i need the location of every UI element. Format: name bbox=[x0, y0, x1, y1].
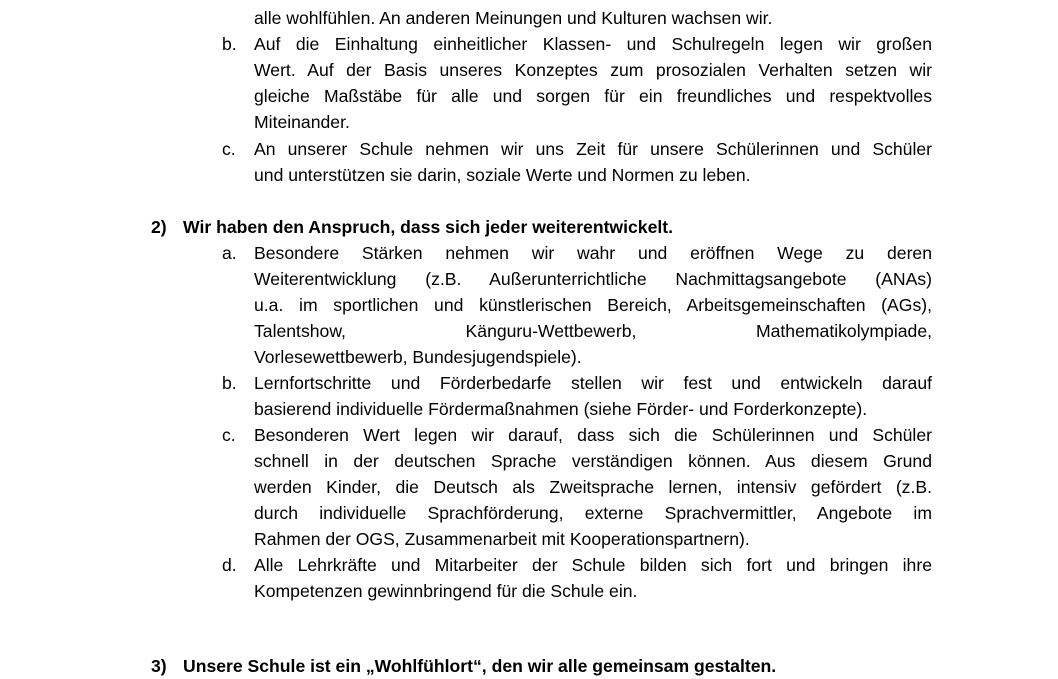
section2-c-line: werden Kinder, die Deutsch als Zweitsprache lernen, intensiv gefördert (z.B. bbox=[254, 477, 932, 497]
section1-c-marker: c. bbox=[222, 139, 236, 159]
section2-a-line: Weiterentwicklung (z.B. Außerunterrichtliche Nachmittagsangebote (ANAs) bbox=[254, 269, 932, 289]
section1-b-line: Wert. Auf der Basis unseres Konzeptes zum prosozialen Verhalten setzen wir bbox=[254, 60, 932, 80]
section2-number: 2) bbox=[151, 217, 167, 237]
section2-a-line: u.a. im sportlichen und künstlerischen Bereich, Arbeitsgemeinschaften (AGs), bbox=[254, 295, 932, 315]
section2-b-marker: b. bbox=[222, 373, 237, 393]
section1-a-tail: alle wohlfühlen. An anderen Meinungen und Kulturen wachsen wir. bbox=[254, 8, 773, 28]
section3-heading: Unsere Schule ist ein „Wohlfühlort“, den wir alle gemeinsam gestalten. bbox=[183, 656, 777, 676]
section1-c-line: An unserer Schule nehmen wir uns Zeit für unsere Schülerinnen und Schüler bbox=[254, 139, 932, 159]
section2-d-line: Kompetenzen gewinnbringend für die Schule ein. bbox=[254, 581, 638, 601]
section2-d-line: Alle Lehrkräfte und Mitarbeiter der Schule bilden sich fort und bringen ihre bbox=[254, 555, 932, 575]
section2-c-line: durch individuelle Sprachförderung, externe Sprachvermittler, Angebote im bbox=[254, 503, 932, 523]
section2-c-line: schnell in der deutschen Sprache verständigen können. Aus diesem Grund bbox=[254, 451, 932, 471]
section1-b-line: Auf die Einhaltung einheitlicher Klassen- und Schulregeln legen wir großen bbox=[254, 34, 932, 54]
section2-a-line: Vorlesewettbewerb, Bundesjugendspiele). bbox=[254, 347, 582, 367]
section1-b-line: gleiche Maßstäbe für alle und sorgen für ein freundliches und respektvolles bbox=[254, 86, 932, 106]
section2-d-marker: d. bbox=[222, 555, 237, 575]
section2-b-line: basierend individuelle Fördermaßnahmen (siehe Förder- und Forderkonzepte). bbox=[254, 399, 868, 419]
section3-number: 3) bbox=[151, 656, 167, 676]
section2-c-line: Besonderen Wert legen wir darauf, dass sich die Schülerinnen und Schüler bbox=[254, 425, 932, 445]
section2-a-marker: a. bbox=[222, 243, 237, 263]
section1-b-line: Miteinander. bbox=[254, 112, 350, 132]
section2-c-line: Rahmen der OGS, Zusammenarbeit mit Kooperationspartnern). bbox=[254, 529, 750, 549]
section1-c-line: und unterstützen sie darin, soziale Werte und Normen zu leben. bbox=[254, 165, 751, 185]
section2-b-line: Lernfortschritte und Förderbedarfe stellen wir fest und entwickeln darauf bbox=[254, 373, 932, 393]
section2-a-line: Besondere Stärken nehmen wir wahr und eröffnen Wege zu deren bbox=[254, 243, 932, 263]
section2-c-marker: c. bbox=[222, 425, 236, 445]
section1-b-marker: b. bbox=[222, 34, 237, 54]
section2-heading: Wir haben den Anspruch, dass sich jeder weiterentwickelt. bbox=[183, 217, 673, 237]
section2-a-line: Talentshow, Känguru-Wettbewerb, Mathematikolympiade, bbox=[254, 321, 932, 341]
